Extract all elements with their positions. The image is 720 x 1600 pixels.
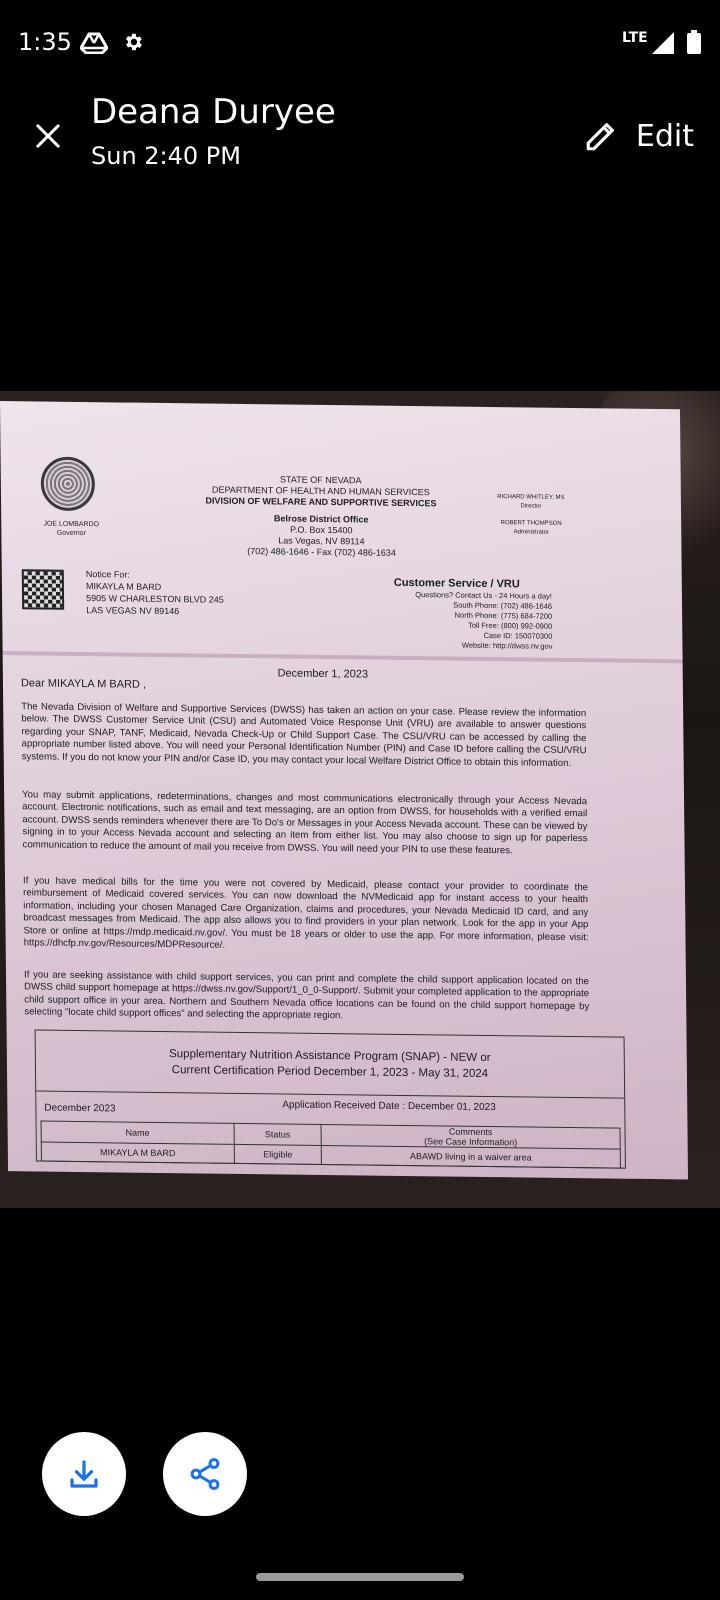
snap-month: December 2023: [44, 1102, 116, 1115]
network-label: LTE: [622, 30, 648, 46]
letter-greeting: Dear MIKAYLA M BARD ,: [20, 677, 147, 691]
snap-table: [41, 1121, 621, 1169]
share-icon: [187, 1456, 223, 1492]
snap-received-date: Application Received Date : December 01, 2023: [282, 1099, 496, 1114]
timestamp: Sun 2:40 PM: [91, 142, 241, 170]
sender-name: Deana Duryee: [91, 92, 336, 132]
table-cell: MIKAYLA M BARD: [41, 1142, 234, 1163]
letter-paragraph: You may submit applications, redeterminations, changes and most communications electronically through your Access Nevada account. Electronic notifications, such as email and text messaging, are an option from DWSS, for households with a verified email account. DWSS sends reminders whenever there are To Do's or Messages in your Access Nevada account. These can be viewed by signing in to your Access Nevada account and selecting an item from either list. You may also choose to sign up for paperless communication to reduce the amount of mail you receive from DWSS. You will need your PIN to use these features.: [22, 789, 588, 856]
divider: [36, 1090, 624, 1098]
letter-paragraph: If you are seeking assistance with child support services, you can print and complete the child support application located on the DWSS child support homepage at https://dwss.nv.gov/Support/1_0_0-Support/. Submit your completed application to the appropriate child support office in your area. Northern and Southern Nevada office locations can be found on the child support homepage by selecting "locate child support offices" and selecting the appropriate region.: [23, 969, 590, 1022]
share-button[interactable]: [163, 1432, 247, 1516]
qr-code-icon: [22, 569, 64, 610]
battery-icon: [686, 30, 702, 59]
viewer-header: [0, 84, 720, 194]
download-icon: [66, 1456, 102, 1492]
gear-icon: [122, 31, 144, 58]
pencil-icon: [584, 119, 618, 153]
state-seal-icon: [41, 456, 96, 511]
drive-icon: [80, 32, 108, 59]
document-photo: [0, 391, 720, 1208]
edit-button[interactable]: [584, 112, 694, 160]
edit-label: Edit: [635, 118, 694, 154]
letter-date: December 1, 2023: [277, 667, 369, 681]
column-header: Name: [41, 1121, 234, 1144]
governor-block: JOE LOMBARDO Governor: [43, 520, 100, 538]
download-button[interactable]: [42, 1432, 126, 1516]
snap-title: Supplementary Nutrition Assistance Program (SNAP) - NEW or Current Certification Period December 1, 2023 - May 31, 2024: [169, 1048, 491, 1081]
officials-block: RICHARD WHITLEY, MS Director ROBERT THOMPSON Administrator: [497, 494, 565, 536]
table-cell: ABAWD living in a waiver area: [321, 1145, 620, 1168]
customer-service-block: Customer Service / VRU Questions? Contact Us - 24 Hours a day! South Phone: (702) 486-1646 North Phone: (775) 684-7200 Toll Free: (800) 992-0900 Case ID: 150070300 Website: http://dwss.nv.gov: [393, 576, 553, 651]
close-icon: [34, 122, 62, 150]
signal-icon: [652, 32, 676, 59]
paper-fold: [3, 651, 683, 663]
home-indicator[interactable]: [256, 1573, 464, 1581]
department-heading: STATE OF NEVADA DEPARTMENT OF HEALTH AND HUMAN SERVICES DIVISION OF WELFARE AND SUPPORTIVE SERVICES Belrose District Office P.O. Box 15400 Las Vegas, NV 89114 (702) 486-1646 - Fax (702) 486-1634: [205, 474, 437, 558]
column-header: Comments (See Case Information): [321, 1124, 620, 1149]
letter-paper: [0, 401, 688, 1179]
column-header: Status: [234, 1123, 321, 1145]
table-cell: Eligible: [234, 1144, 321, 1164]
close-button[interactable]: [26, 114, 70, 158]
status-time: 1:35: [18, 28, 72, 56]
snap-summary-box: [35, 1029, 626, 1168]
status-bar: [0, 0, 720, 84]
letter-paragraph: If you have medical bills for the time you were not covered by Medicaid, please contact your provider to coordinate the reimbursement of Medicaid covered services. You can now download the NVMedicaid app for instant access to your health information, including your chosen Managed Care Organization, claims and procedures, your Nevada Medicaid ID card, and any broadcast messages from Medicaid. The app also allows you to find providers in your plan network. Look for the app in your App Store or online at https://mdp.medicaid.nv.gov/. You must be 18 years or older to use the app. For more information, please visit: https://dhcfp.nv.gov/Resources/MDPResource/.: [22, 875, 589, 951]
letter-paragraph: The Nevada Division of Welfare and Supportive Services (DWSS) has taken an action on your case. Please review the information below. The DWSS Customer Service Unit (CSU) and Automated Voice Response Unit (VRU) are available to answer questions regarding your SNAP, TANF, Medicaid, Nevada Check-Up or Child Support Case. The CSU/VRU can be accessed by calling the appropriate number listed above. You will need your Personal Identification Number (PIN) and Case ID before calling the CSU/VRU systems. If you do not know your PIN and/or Case ID, you may contact your local Welfare District Office to obtain this information.: [21, 701, 587, 769]
notice-address: Notice For: MIKAYLA M BARD 5905 W CHARLESTON BLVD 245 LAS VEGAS NV 89146: [85, 569, 224, 617]
